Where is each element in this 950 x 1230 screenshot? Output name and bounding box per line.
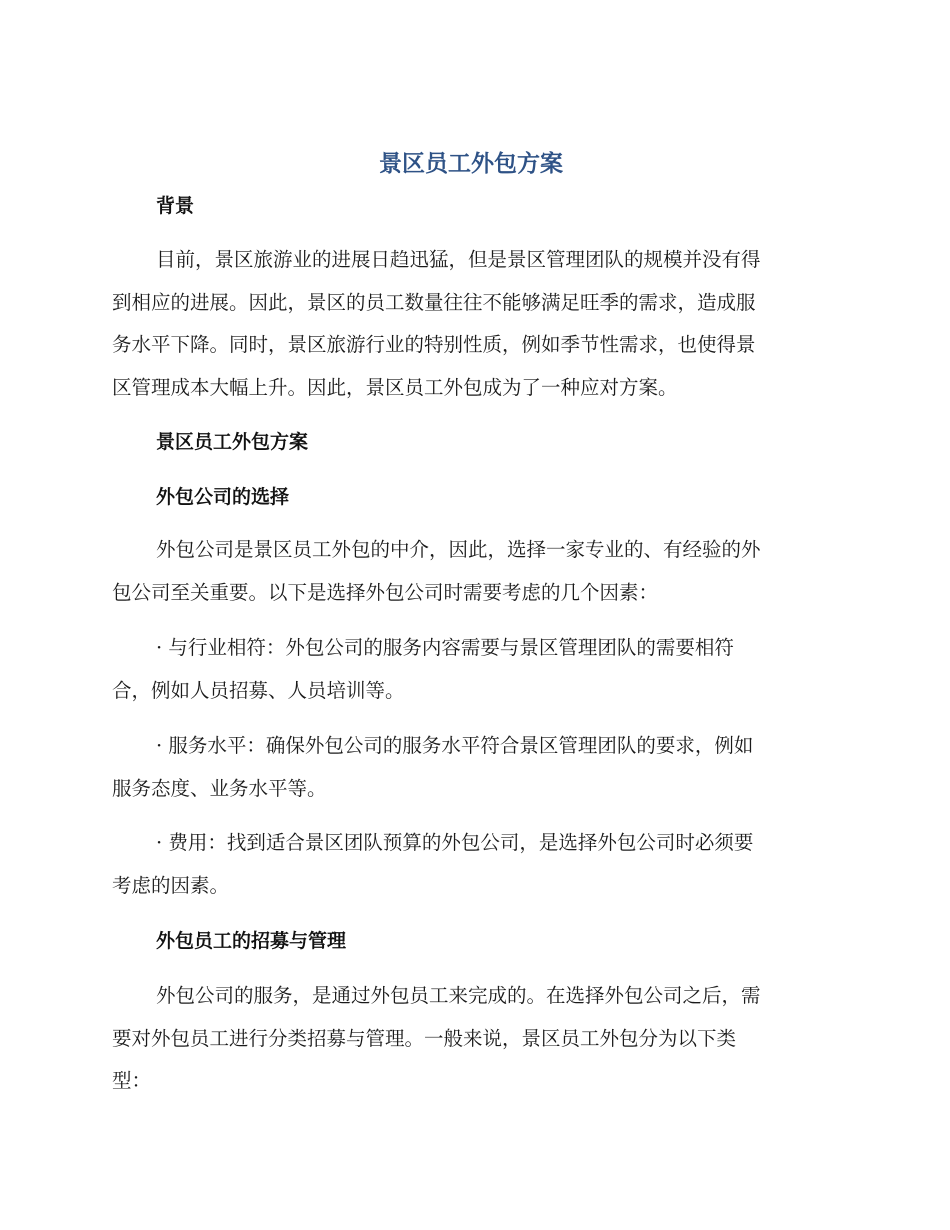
paragraph-recruit — [112, 975, 830, 1103]
paragraph-line: 到相应的进展。因此，景区的员工数量往往不能够满足旺季的需求，造成服 — [112, 290, 756, 314]
heading-plan: 景区员工外包方案 — [156, 431, 309, 453]
bullet-item-service-level — [112, 725, 830, 810]
bullet-line: 合，例如人员招募、人员培训等。 — [112, 678, 405, 702]
paragraph-line: 区管理成本大幅上升。因此，景区员工外包成为了一种应对方案。 — [112, 375, 678, 399]
paragraph-background — [112, 239, 830, 409]
bullet-line: 服务态度、业务水平等。 — [112, 776, 327, 800]
bullet-line: 考虑的因素。 — [112, 873, 230, 897]
bullet-item-cost — [112, 822, 830, 907]
paragraph-line: 务水平下降。同时，景区旅游行业的特别性质，例如季节性需求，也使得景 — [112, 333, 756, 356]
heading-background: 背景 — [156, 195, 195, 217]
paragraph-selection — [112, 529, 830, 614]
bullet-line: · 费用：找到适合景区团队预算的外包公司，是选择外包公司时必须要 — [156, 831, 754, 854]
document-title: 景区员工外包方案 — [379, 151, 563, 177]
paragraph-line: 外包公司是景区员工外包的中介，因此，选择一家专业的、有经验的外 — [156, 538, 761, 561]
paragraph-line: 目前，景区旅游业的进展日趋迅猛，但是景区管理团队的规模并没有得 — [156, 248, 761, 271]
bullet-line: · 服务水平：确保外包公司的服务水平符合景区管理团队的要求，例如 — [156, 734, 754, 757]
paragraph-line: 要对外包员工进行分类招募与管理。一般来说，景区员工外包分为以下类 — [112, 1026, 737, 1050]
heading-recruit: 外包员工的招募与管理 — [156, 930, 347, 952]
heading-selection: 外包公司的选择 — [156, 486, 290, 508]
paragraph-line: 型： — [112, 1069, 152, 1092]
bullet-line: · 与行业相符：外包公司的服务内容需要与景区管理团队的需要相符 — [156, 636, 734, 659]
bullet-item-industry — [112, 627, 830, 712]
paragraph-line: 包公司至关重要。以下是选择外包公司时需要考虑的几个因素： — [112, 580, 659, 604]
paragraph-line: 外包公司的服务，是通过外包员工来完成的。在选择外包公司之后，需 — [156, 984, 761, 1007]
